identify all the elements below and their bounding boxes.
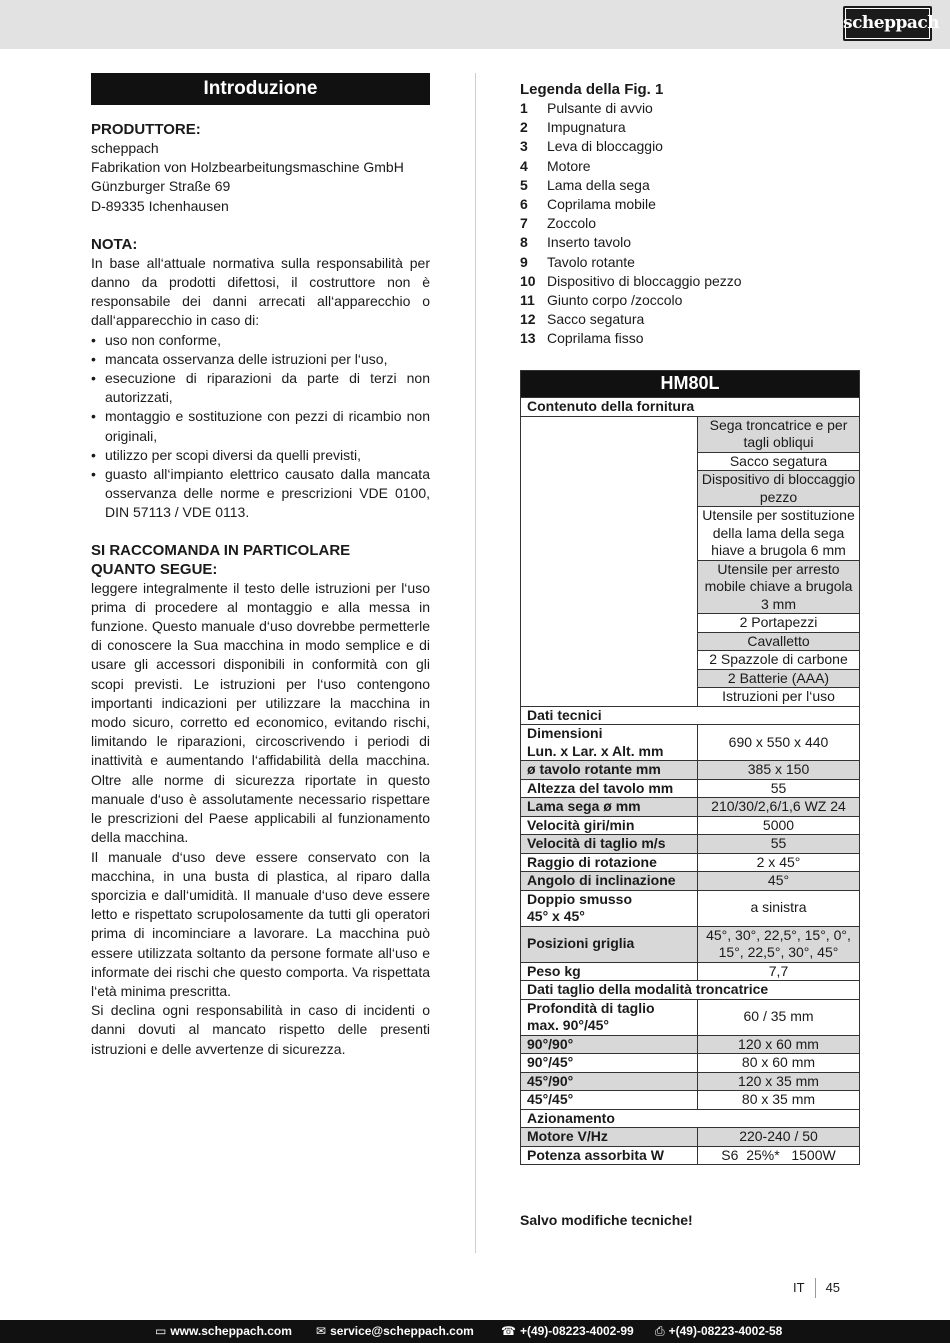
label-line: 45° x 45°: [527, 908, 585, 924]
column-divider: [475, 73, 476, 1253]
produttore-line: scheppach: [91, 140, 159, 156]
produttore-heading: PRODUTTORE:: [91, 121, 201, 138]
raccomanda-paragraph: Il manuale d‘uso deve essere conservato con la macchina, in una busta di plastica, al riparo dalla sporcizia e dall‘umidità. Il manuale d‘uso deve essere letto e rispettato scrupolosamente da tutti gli operatori prima di incominciare a lavorare. La macchina può essere utilizzata soltanto da persone formate all‘uso e informate dei rischi che questo comporta. Va rispettata l‘età minima prescritta.: [91, 848, 430, 999]
legend-item: [520, 329, 860, 348]
footer-web[interactable]: [155, 1320, 292, 1343]
spec-value: 7,7: [698, 962, 860, 981]
spec-label: Angolo di inclinazione: [521, 872, 698, 891]
table-row: [521, 835, 860, 854]
section-row: [521, 981, 860, 1000]
legend-number: 13: [520, 330, 536, 347]
spec-value: 385 x 150: [698, 761, 860, 780]
email-icon: ✉: [316, 1324, 327, 1338]
list-item: • montaggio e sostituzione con pezzi di ricambio non originali,: [91, 407, 430, 445]
raccomanda-paragraph: leggere integralmente il testo delle istruzioni per l‘uso prima di procedere al montaggio e alla messa in funzione. Questo manuale d‘uso dovrebbe permetterle di conoscere la Sua macchina in modo semplice e di usare gli accessori disponibili in conformità con gli scopi previsti. Le istruzioni per l‘uso contengono importanti indicazioni per utilizzare la macchina in modo sicuro, corretto ed economico, evitando rischi, limitando le riparazioni, circoscrivendo i periodi di inattività e aumentando l‘affidabilità della macchina. Oltre alle norme di sicurezza riportate in questo manuale d‘uso è assolutamente necessario rispettare le prescrizioni del Paese applicabili al funzionamento della macchina.: [91, 579, 430, 846]
label-line: Doppio smusso: [527, 890, 633, 907]
legend-item: [520, 272, 860, 291]
spec-value: 690 x 550 x 440: [698, 725, 860, 761]
contents-cell: 2 Spazzole di carbone: [698, 651, 860, 670]
legend-item: [520, 99, 860, 118]
footer-phone: [501, 1320, 634, 1343]
cut-heading: Dati taglio della modalità troncatrice: [521, 981, 860, 1000]
spec-value: 2 x 45°: [698, 853, 860, 872]
table-row: [521, 1091, 860, 1110]
contents-cell: Istruzioni per l‘uso: [698, 688, 860, 707]
spec-value: 120 x 60 mm: [698, 1035, 860, 1054]
scheppach-logo: [843, 6, 940, 41]
logo-text: scheppach: [843, 13, 940, 33]
table-row: [521, 1128, 860, 1147]
spec-value: 60 / 35 mm: [698, 999, 860, 1035]
legend-text: Inserto tavolo: [547, 234, 632, 251]
list-item: • esecuzione di riparazioni da parte di terzi non autorizzati,: [91, 369, 430, 407]
table-row: [521, 1146, 860, 1165]
page-number-value: 45: [825, 1280, 841, 1295]
legend-item: [520, 310, 860, 329]
contents-cell: Cavalletto: [698, 632, 860, 651]
spec-value: 5000: [698, 816, 860, 835]
label-line: max. 90°/45°: [527, 1017, 610, 1033]
spec-label: Altezza del tavolo mm: [521, 779, 698, 798]
table-row: [521, 725, 860, 761]
spec-table: [520, 370, 860, 1165]
contents-cell: Utensile per sostituzione della lama della sega hiave a brugola 6 mm: [698, 507, 860, 561]
legend-number: 7: [520, 215, 528, 232]
contents-cell: 2 Portapezzi: [698, 614, 860, 633]
spec-value: 80 x 35 mm: [698, 1091, 860, 1110]
contents-cell: Sega troncatrice e per tagli obliqui: [698, 416, 860, 452]
spec-value: S6 25%* 1500W: [698, 1146, 860, 1165]
disclaimer: Salvo modifiche tecniche!: [520, 1212, 693, 1228]
legend-text: Dispositivo di bloccaggio pezzo: [547, 272, 742, 289]
phone-icon: ☎: [501, 1324, 516, 1338]
blank-cell: [521, 416, 698, 706]
footer-web-text: www.scheppach.com: [170, 1324, 292, 1338]
list-item: • uso non conforme,: [91, 331, 430, 350]
footer-email[interactable]: [316, 1320, 474, 1343]
table-row: [521, 926, 860, 962]
legend-text: Zoccolo: [547, 215, 597, 232]
spec-label: 90°/90°: [521, 1035, 698, 1054]
spec-label: [521, 890, 698, 926]
legend-text: Tavolo rotante: [547, 253, 635, 270]
legend-column: [520, 80, 860, 349]
nota-heading: NOTA:: [91, 235, 138, 253]
table-row: [521, 416, 860, 452]
spec-value: 55: [698, 779, 860, 798]
footer-phone-text: +(49)-08223-4002-99: [519, 1324, 634, 1338]
legend-item: [520, 137, 860, 156]
spec-label: 45°/45°: [521, 1091, 698, 1110]
table-row: [521, 872, 860, 891]
legend-item: [520, 118, 860, 137]
intro-column: [91, 73, 430, 1059]
legend-item: [520, 176, 860, 195]
label-line: Dimensioni: [527, 725, 603, 741]
spec-value: 45°: [698, 872, 860, 891]
produttore-line: D-89335 Ichenhausen: [91, 197, 229, 214]
raccomanda-heading: SI RACCOMANDA IN PARTICOLARE: [91, 541, 351, 559]
spec-value: a sinistra: [698, 890, 860, 926]
table-row: [521, 779, 860, 798]
spec-value: 45°, 30°, 22,5°, 15°, 0°, 15°, 22,5°, 30°, 45°: [698, 926, 860, 962]
legend-text: Sacco segatura: [547, 311, 645, 328]
spec-label: Lama sega ø mm: [521, 798, 698, 817]
legend-number: 10: [520, 272, 536, 289]
spec-label: Posizioni griglia: [521, 926, 698, 962]
legend-number: 4: [520, 157, 528, 174]
spec-label: Velocità di taglio m/s: [521, 835, 698, 854]
tech-heading: Dati tecnici: [521, 706, 860, 725]
produttore-line: Fabrikation von Holzbearbeitungsmaschine GmbH: [91, 159, 404, 176]
legend-text: Motore: [547, 157, 591, 174]
table-row: [521, 962, 860, 981]
legend-number: 6: [520, 196, 528, 213]
section-title: Introduzione: [91, 73, 430, 105]
legend-number: 1: [520, 100, 528, 116]
legend-item: [520, 291, 860, 310]
top-bar: [0, 0, 950, 49]
table-row: [521, 890, 860, 926]
legend-text: Impugnatura: [547, 119, 626, 136]
legend-item: [520, 157, 860, 176]
spec-value: 220-240 / 50: [698, 1128, 860, 1147]
computer-icon: ▭: [155, 1324, 167, 1338]
contents-cell: 2 Batterie (AAA): [698, 669, 860, 688]
fax-icon: ⎙: [655, 1324, 665, 1338]
table-row: [521, 816, 860, 835]
spec-label: ø tavolo rotante mm: [521, 761, 698, 780]
table-row: [521, 853, 860, 872]
page-language: IT: [793, 1278, 816, 1298]
spec-label: Velocità giri/min: [521, 816, 698, 835]
table-row: [521, 1035, 860, 1054]
nota-list: [91, 331, 430, 523]
footer-email-text: service@scheppach.com: [330, 1324, 474, 1338]
page-number: [793, 1278, 840, 1298]
label-line: Profondità di taglio: [527, 999, 655, 1016]
list-item: • guasto all‘impianto elettrico causato dalla mancata osservanza delle norme e prescrizioni VDE 0100, DIN 57113 / VDE 0113.: [91, 465, 430, 523]
nota-text: In base all‘attuale normativa sulla responsabilità per danno da prodotti difettosi, il costruttore non è responsabile dei danni arrecati all‘apparecchio o dall‘apparecchio in caso di:: [91, 254, 430, 329]
spec-label: 90°/45°: [521, 1054, 698, 1073]
footer-fax: [655, 1320, 782, 1343]
raccomanda-heading-2: QUANTO SEGUE:: [91, 560, 218, 578]
legend-list: [520, 99, 860, 349]
table-row: [521, 761, 860, 780]
legend-number: 3: [520, 138, 528, 155]
section-row: [521, 398, 860, 417]
legend-number: 8: [520, 234, 528, 251]
legend-title: Legenda della Fig. 1: [520, 81, 664, 98]
spec-value: 55: [698, 835, 860, 854]
contents-cell: Utensile per arresto mobile chiave a brugola 3 mm: [698, 560, 860, 614]
section-row: [521, 706, 860, 725]
table-row: [521, 798, 860, 817]
drive-heading: Azionamento: [521, 1109, 860, 1128]
legend-number: 12: [520, 311, 536, 328]
list-item: • utilizzo per scopi diversi da quelli previsti,: [91, 446, 430, 465]
spec-value: 120 x 35 mm: [698, 1072, 860, 1091]
table-row: [521, 1072, 860, 1091]
produttore-line: Günzburger Straße 69: [91, 178, 231, 195]
list-item: • mancata osservanza delle istruzioni per l‘uso,: [91, 350, 430, 369]
footer-bar: [0, 1320, 950, 1343]
raccomanda-paragraph: Si declina ogni responsabilità in caso di incidenti o danni dovuti al mancato rispetto delle presenti istruzioni e delle avvertenze di sicurezza.: [91, 1002, 430, 1057]
spec-value: 210/30/2,6/1,6 WZ 24: [698, 798, 860, 817]
legend-text: Leva di bloccaggio: [547, 138, 663, 155]
legend-text: Coprilama fisso: [547, 330, 644, 347]
legend-item: [520, 214, 860, 233]
spec-header-row: [521, 371, 860, 398]
label-line: Lun. x Lar. x Alt. mm: [527, 742, 664, 759]
spec-label: 45°/90°: [521, 1072, 698, 1091]
legend-item: [520, 195, 860, 214]
spec-label: Raggio di rotazione: [521, 853, 698, 872]
contents-cell: Dispositivo di bloccaggio pezzo: [698, 471, 860, 507]
model-name: HM80L: [521, 371, 860, 398]
contents-cell: Sacco segatura: [698, 452, 860, 471]
section-row: [521, 1109, 860, 1128]
table-row: [521, 999, 860, 1035]
legend-number: 5: [520, 176, 528, 193]
contents-heading: Contenuto della fornitura: [521, 398, 860, 417]
legend-item: [520, 253, 860, 272]
legend-number: 2: [520, 119, 528, 136]
legend-text: Giunto corpo /zoccolo: [547, 292, 683, 309]
legend-number: 11: [520, 292, 535, 309]
legend-item: [520, 233, 860, 252]
spec-label: [521, 999, 698, 1035]
legend-number: 9: [520, 253, 528, 270]
table-row: [521, 1054, 860, 1073]
footer-fax-text: +(49)-08223-4002-58: [668, 1324, 783, 1338]
legend-text: Pulsante di avvio: [547, 100, 653, 116]
spec-label: Potenza assorbita W: [521, 1146, 698, 1165]
legend-text: Lama della sega: [547, 176, 650, 193]
spec-label: Peso kg: [521, 962, 698, 981]
spec-label: [521, 725, 698, 761]
spec-label: Motore V/Hz: [521, 1128, 698, 1147]
spec-value: 80 x 60 mm: [698, 1054, 860, 1073]
legend-text: Coprilama mobile: [547, 196, 656, 213]
